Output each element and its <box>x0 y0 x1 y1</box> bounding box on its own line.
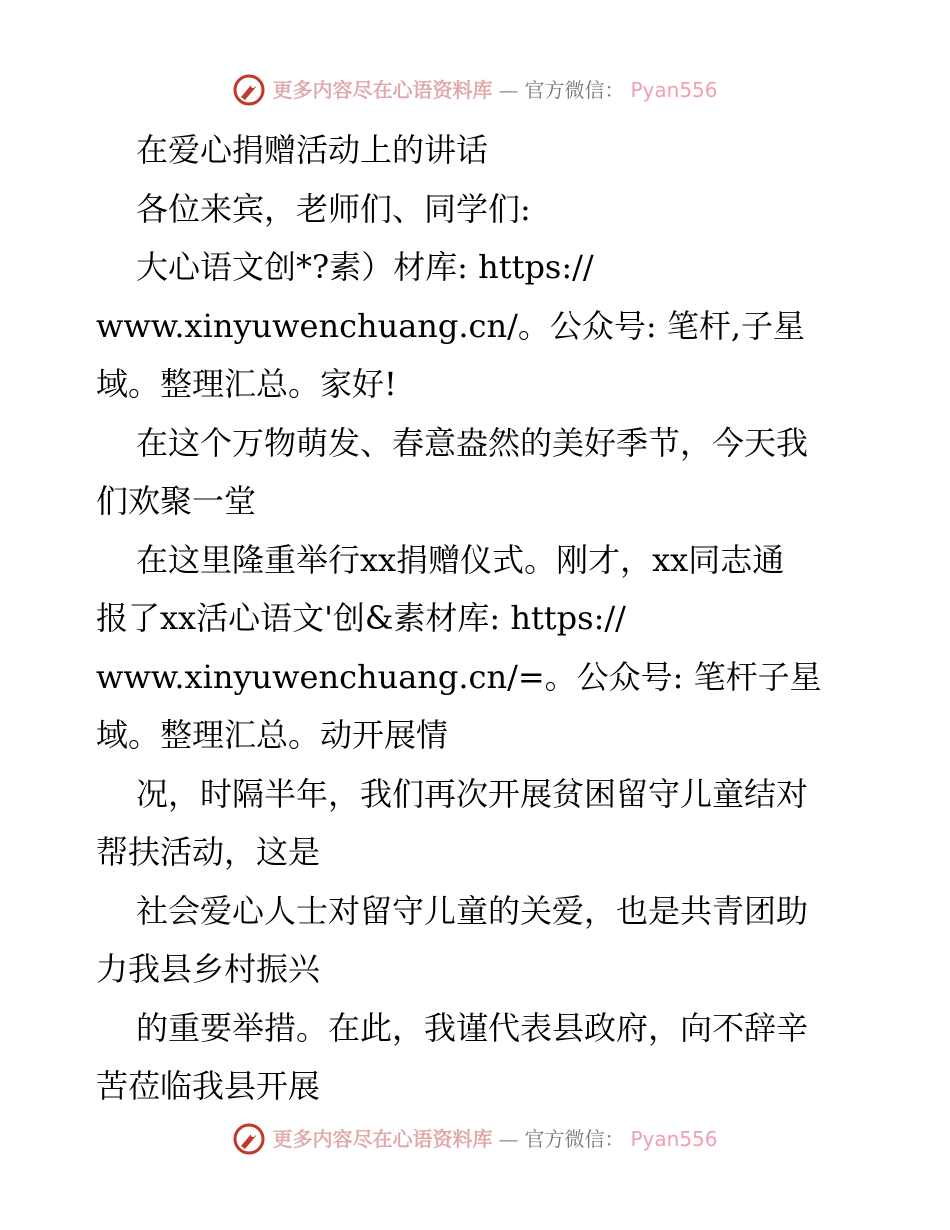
document-body <box>96 121 866 1116</box>
paragraph-line: 报了xx活心语文'创&素材库: https:// <box>96 599 626 637</box>
paragraph-line: www.xinyuwenchuang.cn/=。公众号: 笔杆子星 <box>96 657 822 696</box>
watermark-wechat-label: 官方微信： <box>524 1127 625 1151</box>
document-title: 在爱心捐赠活动上的讲话 <box>136 131 489 169</box>
paragraph-line: 况，时隔半年，我们再次开展贫困留守儿童结对 <box>136 774 809 813</box>
watermark-text: 更多内容尽在心语资料库 <box>272 78 493 102</box>
paragraph-line: 力我县乡村振兴 <box>96 950 321 988</box>
paragraph-line: 大心语文创*?素）材库: https:// <box>136 248 594 286</box>
watermark-text: 更多内容尽在心语资料库 <box>272 1127 493 1151</box>
watermark-wechat-label: 官方微信： <box>524 78 625 102</box>
footer-watermark <box>0 1119 950 1159</box>
paragraph-line: 们欢聚一堂 <box>96 482 257 520</box>
pen-nib-circle-icon <box>232 73 266 107</box>
watermark-dash: — <box>498 1127 519 1151</box>
salutation: 各位来宾，老师们、同学们: <box>136 189 531 228</box>
paragraph-line: 社会爱心人士对留守儿童的关爱，也是共青团助 <box>136 891 809 930</box>
paragraph-line: 在这里隆重举行xx捐赠仪式。刚才，xx同志通 <box>136 540 785 579</box>
watermark-dash: — <box>498 78 519 102</box>
paragraph-line: 域。整理汇总。动开展情 <box>96 716 449 754</box>
paragraph-line: www.xinyuwenchuang.cn/。公众号: 笔杆,子星 <box>96 306 805 345</box>
paragraph-line: 苦莅临我县开展 <box>96 1067 321 1105</box>
paragraph-line: 域。整理汇总。家好! <box>96 365 397 403</box>
pen-nib-circle-icon <box>232 1122 266 1156</box>
header-watermark <box>0 70 950 110</box>
paragraph-line: 帮扶活动，这是 <box>96 833 321 871</box>
paragraph-line: 在这个万物萌发、春意盎然的美好季节，今天我 <box>136 423 809 462</box>
paragraph-line: 的重要举措。在此，我谨代表县政府，向不辞辛 <box>136 1008 809 1047</box>
watermark-wechat-id: Pyan556 <box>630 1127 718 1151</box>
watermark-wechat-id: Pyan556 <box>630 78 718 102</box>
